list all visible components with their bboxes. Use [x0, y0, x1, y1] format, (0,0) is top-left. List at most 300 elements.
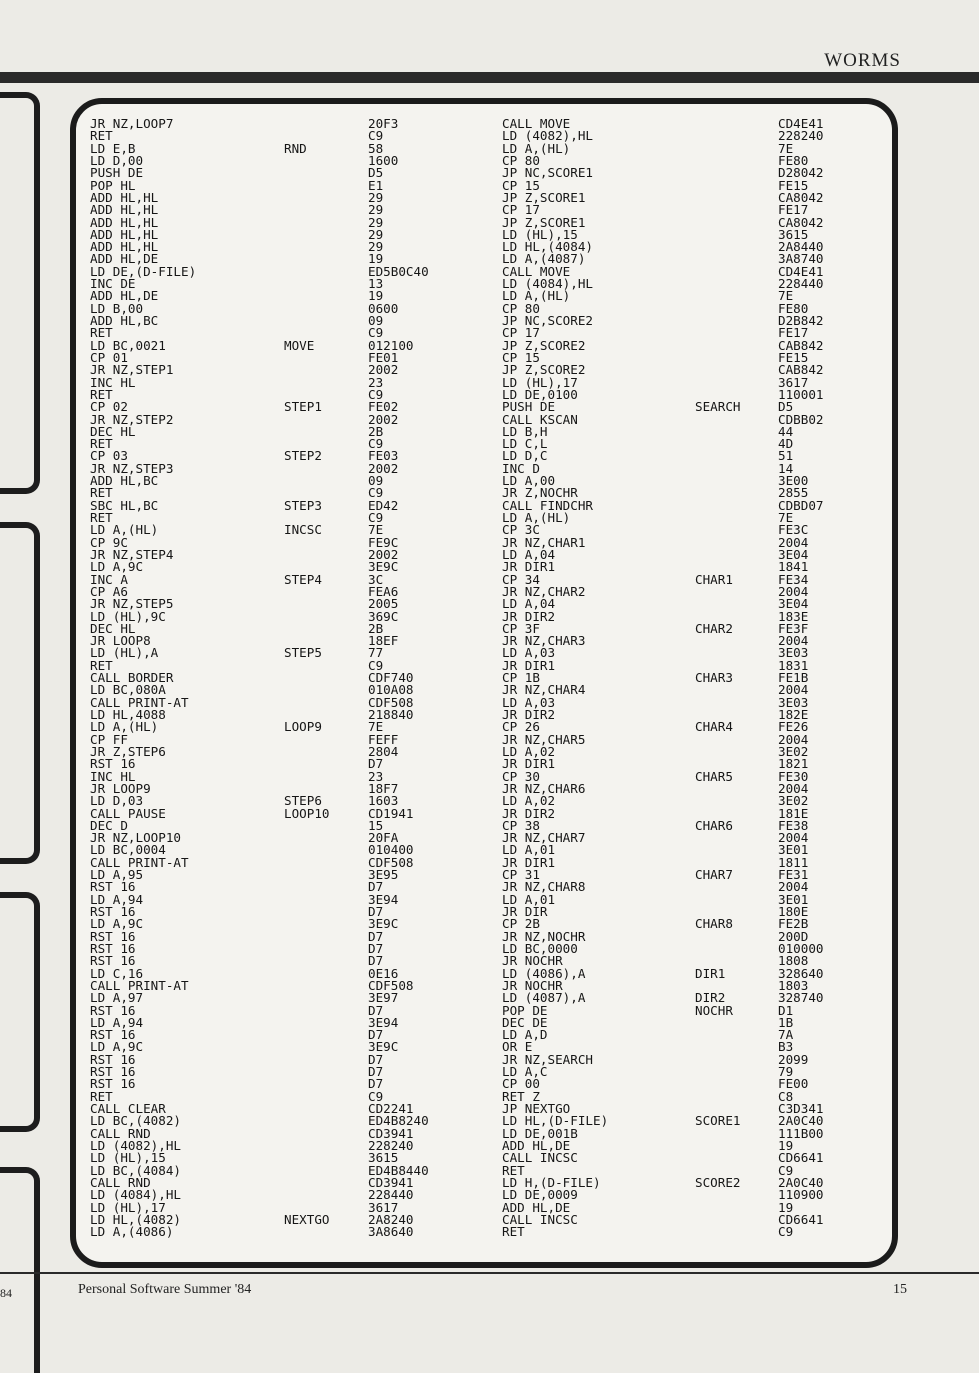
listing-hex: 0E16 [368, 965, 399, 981]
listing-instruction: JR NZ,CHAR6 [502, 780, 586, 796]
listing-hex: CD6641 [778, 1211, 824, 1227]
listing-instruction: JR NZ,LOOP7 [90, 116, 174, 131]
listing-instruction: CP 9C [90, 534, 128, 550]
listing-label [284, 266, 330, 278]
listing-label: STEP6 [284, 793, 322, 809]
listing-hex: C9 [368, 436, 384, 452]
listing-label [284, 1226, 330, 1238]
listing-hex: ED42 [368, 497, 399, 513]
listing-hex: 7E [778, 140, 794, 156]
listing-hex: 7A [778, 1027, 794, 1043]
listing-hex: 2004 [778, 830, 809, 846]
listing-instruction: JP NC,SCORE1 [502, 165, 593, 181]
listing-label [695, 352, 741, 364]
listing-hex: C9 [368, 386, 384, 402]
listing-label [284, 290, 330, 302]
listing-instruction: INC D [502, 460, 540, 476]
listing-instruction: LD HL,(4082) [90, 1211, 181, 1227]
listing-label: SCORE1 [695, 1113, 741, 1129]
listing-instruction: ADD HL,HL [90, 189, 159, 205]
listing-label: CHAR4 [695, 719, 733, 735]
listing-label [284, 426, 330, 438]
listing-instruction: LD (HL),17 [90, 1199, 166, 1215]
listing-hex: 3E04 [778, 546, 809, 562]
listing-instruction: CP 38 [502, 817, 540, 833]
listing-instruction: CALL PRINT-AT [90, 854, 189, 870]
listing-label [695, 217, 741, 229]
listing-hex: 3E04 [778, 596, 809, 612]
listing-label [284, 549, 330, 561]
listing-instruction: LD C,16 [90, 965, 144, 981]
listing-instruction: RET [90, 485, 113, 501]
listing-label [284, 1041, 330, 1053]
listing-label [284, 869, 330, 881]
listing-hex: 110001 [778, 386, 824, 402]
listing-hex: FE01 [368, 349, 399, 365]
listing-instruction: LD C,L [502, 436, 548, 452]
listing-instruction: CALL RND [90, 1174, 151, 1190]
listing-hex: C9 [778, 1162, 794, 1178]
listing-instruction: JP NEXTGO [502, 1101, 571, 1116]
listing-hex: B3 [778, 1039, 794, 1055]
listing-instruction: RST 16 [90, 756, 136, 772]
listing-label [284, 377, 330, 389]
listing-instruction: LD A,01 [502, 891, 556, 907]
listing-label: STEP4 [284, 571, 322, 587]
listing-instruction: JR NZ,CHAR3 [502, 633, 586, 649]
listing-instruction: JR Z,STEP6 [90, 743, 166, 759]
listing-label: RND [284, 140, 307, 156]
listing-instruction: DEC HL [90, 620, 136, 636]
listing-hex: 2004 [778, 780, 809, 796]
listing-hex: FE80 [778, 300, 809, 316]
listing-label [695, 414, 741, 426]
listing-instruction: JR NZ,LOOP10 [90, 830, 181, 846]
listing-instruction: CP 26 [502, 719, 540, 735]
listing-label [284, 906, 330, 918]
listing-instruction: JR NZ,STEP1 [90, 362, 174, 378]
listing-hex: 3E01 [778, 891, 809, 907]
listing-label [695, 438, 741, 450]
listing-hex: FE15 [778, 349, 809, 365]
listing-label [695, 1202, 741, 1214]
listing-instruction: JR NZ,SEARCH [502, 1051, 593, 1067]
listing-instruction: LD A,(4086) [90, 1224, 174, 1240]
listing-instruction: LD A,03 [502, 645, 556, 661]
listing-instruction: JP Z,SCORE2 [502, 362, 586, 378]
listing-instruction: LD A,94 [90, 1014, 144, 1030]
listing-instruction: LD H,(D-FILE) [502, 1174, 601, 1190]
listing-instruction: RET [90, 128, 113, 144]
listing-instruction: LD A,9C [90, 559, 144, 575]
listing-hex: 3E94 [368, 1014, 399, 1030]
listing-label [695, 931, 741, 943]
listing-hex: 1B [778, 1014, 794, 1030]
listing-hex: D7 [368, 928, 384, 944]
listing-instruction: JR NOCHR [502, 977, 563, 993]
right-label-column [695, 118, 741, 1238]
listing-instruction: LD (HL),A [90, 645, 159, 661]
listing-instruction: CP A6 [90, 583, 128, 599]
listing-hex: 182E [778, 707, 809, 722]
listing-hex: FE26 [778, 719, 809, 735]
listing-label [284, 931, 330, 943]
listing-hex: 2A8440 [778, 239, 824, 255]
listing-instruction: LD A,(HL) [90, 522, 159, 538]
listing-instruction: LD B,00 [90, 300, 144, 316]
listing-hex: FE31 [778, 867, 809, 883]
listing-hex: FE3F [778, 620, 809, 636]
listing-label [695, 450, 741, 462]
listing-hex: 010400 [368, 842, 414, 858]
listing-hex: 110900 [778, 1187, 824, 1203]
listing-label [695, 734, 741, 746]
listing-hex: 3E03 [778, 694, 809, 710]
listing-instruction: JR NZ,CHAR1 [502, 534, 586, 550]
listing-hex: CDBD07 [778, 497, 824, 513]
listing-instruction: RST 16 [90, 928, 136, 944]
listing-instruction: JP Z,SCORE1 [502, 214, 586, 230]
listing-label [284, 537, 330, 549]
listing-instruction: RET [90, 1088, 113, 1104]
listing-label [695, 524, 741, 536]
listing-hex: 2004 [778, 583, 809, 599]
listing-label [695, 475, 741, 487]
listing-label [284, 857, 330, 869]
listing-instruction: LD (HL),9C [90, 608, 166, 624]
listing-hex: CD3941 [368, 1174, 414, 1190]
listing-instruction: LD D,03 [90, 793, 144, 809]
listing-hex: 0600 [368, 300, 399, 316]
listing-label [284, 586, 330, 598]
listing-hex: 1600 [368, 152, 399, 168]
listing-instruction: JR DIR2 [502, 608, 556, 624]
listing-label [284, 1103, 330, 1115]
listing-hex: 1821 [778, 756, 809, 772]
listing-hex: 181E [778, 805, 809, 821]
listing-instruction: RST 16 [90, 1002, 136, 1018]
listing-instruction: CP 1B [502, 670, 540, 686]
listing-instruction: LD A,(HL) [90, 719, 159, 735]
listing-instruction: DEC D [90, 817, 128, 833]
listing-hex: 44 [778, 423, 794, 439]
listing-label: LOOP9 [284, 719, 322, 735]
listing-label [284, 992, 330, 1004]
listing-instruction: LD A,D [502, 1027, 548, 1043]
left-hex-column [368, 118, 429, 1238]
listing-instruction: LD DE,0009 [502, 1187, 578, 1203]
listing-instruction: RST 16 [90, 1064, 136, 1080]
listing-instruction: LD E,B [90, 140, 136, 156]
listing-instruction: LD HL,4088 [90, 707, 166, 722]
listing-label [695, 844, 741, 856]
listing-instruction: INC HL [90, 768, 136, 784]
listing-instruction: RET [90, 510, 113, 525]
listing-hex: 228240 [778, 128, 824, 144]
listing-label [284, 1140, 330, 1152]
listing-label [284, 598, 330, 610]
listing-label [284, 1128, 330, 1140]
listing-label [695, 1152, 741, 1164]
listing-label [695, 832, 741, 844]
listing-hex: FE1B [778, 670, 809, 686]
listing-hex: C8 [778, 1088, 794, 1104]
listing-hex: D28042 [778, 165, 824, 181]
listing-hex: D7 [368, 953, 384, 969]
listing-label: CHAR2 [695, 620, 733, 636]
listing-hex: FE38 [778, 817, 809, 833]
listing-label [284, 1152, 330, 1164]
listing-instruction: LD A,01 [502, 842, 556, 858]
listing-hex: 218840 [368, 707, 414, 722]
listing-instruction: LD A,97 [90, 990, 144, 1006]
listing-hex: C9 [368, 1088, 384, 1104]
listing-hex: D7 [368, 1064, 384, 1080]
listing-instruction: RST 16 [90, 953, 136, 969]
listing-instruction: CALL PRINT-AT [90, 977, 189, 993]
listing-label [284, 241, 330, 253]
listing-hex: 328640 [778, 965, 824, 981]
listing-label [284, 881, 330, 893]
listing-label [284, 943, 330, 955]
listing-hex: 1803 [778, 977, 809, 993]
listing-instruction: ADD HL,DE [90, 288, 159, 304]
listing-hex: 1831 [778, 657, 809, 673]
listing-label [284, 463, 330, 475]
listing-label [284, 229, 330, 241]
listing-label: CHAR1 [695, 571, 733, 587]
listing-label [695, 586, 741, 598]
listing-hex: 3615 [368, 1150, 399, 1166]
listing-hex: 29 [368, 239, 384, 255]
listing-hex: 3E95 [368, 867, 399, 883]
listing-instruction: RET [502, 1162, 525, 1178]
listing-label [284, 684, 330, 696]
listing-instruction: LD (4082),HL [90, 1137, 181, 1153]
listing-hex: 3E97 [368, 990, 399, 1006]
listing-label [284, 118, 330, 130]
listing-hex: 14 [778, 460, 794, 476]
listing-label [695, 290, 741, 302]
left-code-column [90, 118, 196, 1238]
listing-label [695, 1054, 741, 1066]
listing-label: LOOP10 [284, 805, 330, 821]
listing-instruction: LD DE,001B [502, 1125, 578, 1141]
listing-hex: D5 [368, 165, 384, 181]
left-label-column [284, 118, 330, 1238]
listing-label [695, 894, 741, 906]
listing-hex: ED4B8240 [368, 1113, 429, 1129]
listing-label [695, 229, 741, 241]
listing-instruction: PUSH DE [502, 399, 556, 415]
listing-instruction: ADD HL,DE [502, 1199, 571, 1215]
listing-label [695, 155, 741, 167]
listing-instruction: JR NZ,CHAR7 [502, 830, 586, 846]
listing-hex: 7E [778, 288, 794, 304]
listing-instruction: CP 00 [502, 1076, 540, 1092]
listing-instruction: LD A,02 [502, 743, 556, 759]
listing-hex: C9 [368, 128, 384, 144]
listing-instruction: CALL KSCAN [502, 411, 578, 427]
listing-instruction: ADD HL,HL [90, 202, 159, 218]
listing-instruction: ADD HL,HL [90, 214, 159, 230]
listing-instruction: LD BC,0000 [502, 940, 578, 956]
listing-instruction: LD A,95 [90, 867, 144, 883]
listing-hex: CA8042 [778, 189, 824, 205]
listing-label [284, 167, 330, 179]
listing-label [284, 844, 330, 856]
listing-hex: 012100 [368, 337, 414, 353]
listing-label [695, 1189, 741, 1201]
listing-instruction: CALL CLEAR [90, 1101, 166, 1116]
listing-instruction: RET [502, 1224, 525, 1240]
listing-instruction: CP 17 [502, 325, 540, 341]
listing-hex: 2002 [368, 546, 399, 562]
listing-label [284, 771, 330, 783]
listing-label [695, 192, 741, 204]
listing-instruction: RST 16 [90, 1051, 136, 1067]
listing-label [284, 1078, 330, 1090]
listing-hex: 2002 [368, 460, 399, 476]
listing-hex: 4D [778, 436, 794, 452]
listing-hex: ED5B0C40 [368, 263, 429, 279]
listing-label [695, 598, 741, 610]
listing-hex: D7 [368, 940, 384, 956]
listing-label [695, 463, 741, 475]
listing-hex: CDF508 [368, 977, 414, 993]
listing-label [284, 253, 330, 265]
listing-instruction: CP 31 [502, 867, 540, 883]
listing-hex: 29 [368, 202, 384, 218]
listing-hex: D7 [368, 1076, 384, 1092]
listing-label: CHAR3 [695, 670, 733, 686]
listing-label [695, 1041, 741, 1053]
listing-hex: 3617 [778, 374, 809, 390]
listing-instruction: CP 15 [502, 349, 540, 365]
listing-instruction: JR LOOP9 [90, 780, 151, 796]
listing-label [284, 1066, 330, 1078]
header-rule [0, 72, 979, 83]
listing-instruction: RST 16 [90, 1027, 136, 1043]
page-header-title: WORMS [824, 50, 901, 71]
listing-hex: 2855 [778, 485, 809, 501]
listing-instruction: RST 16 [90, 1076, 136, 1092]
listing-label: STEP1 [284, 399, 322, 415]
listing-instruction: LD A,04 [502, 596, 556, 612]
listing-hex: 3A8740 [778, 251, 824, 267]
listing-instruction: PUSH DE [90, 165, 144, 181]
listing-hex: 3E9C [368, 916, 399, 932]
listing-label [284, 1189, 330, 1201]
listing-instruction: RET [90, 657, 113, 673]
listing-hex: CD3941 [368, 1125, 414, 1141]
listing-instruction: LD A,9C [90, 1039, 144, 1055]
listing-instruction: CP 3F [502, 620, 540, 636]
listing-hex: 3E03 [778, 645, 809, 661]
listing-label [284, 303, 330, 315]
listing-instruction: JP Z,SCORE1 [502, 189, 586, 205]
listing-label: SEARCH [695, 399, 741, 415]
listing-hex: 20FA [368, 830, 399, 846]
listing-hex: D5 [778, 399, 794, 415]
listing-hex: 2004 [778, 879, 809, 895]
listing-label [695, 647, 741, 659]
listing-instruction: JP Z,SCORE2 [502, 337, 586, 353]
listing-instruction: LD (4086),A [502, 965, 586, 981]
left-edge-frame [0, 1167, 40, 1373]
listing-hex: D7 [368, 1051, 384, 1067]
listing-hex: 3617 [368, 1199, 399, 1215]
listing-hex: D7 [368, 1027, 384, 1043]
listing-instruction: CALL PRINT-AT [90, 694, 189, 710]
listing-instruction: CALL MOVE [502, 116, 571, 131]
listing-hex: CDF508 [368, 854, 414, 870]
listing-hex: 010A08 [368, 682, 414, 698]
listing-instruction: POP HL [90, 177, 136, 193]
listing-hex: 58 [368, 140, 384, 156]
listing-label [695, 1091, 741, 1103]
listing-label: DIR1 [695, 965, 726, 981]
listing-hex: FE17 [778, 325, 809, 341]
listing-label [695, 327, 741, 339]
listing-instruction: LD D,C [502, 448, 548, 464]
listing-label [284, 746, 330, 758]
listing-instruction: LD DE,(D-FILE) [90, 263, 197, 279]
listing-label [695, 340, 741, 352]
listing-instruction: CP FF [90, 731, 128, 747]
listing-label [284, 1177, 330, 1189]
listing-hex: 369C [368, 608, 399, 624]
listing-instruction: INC DE [90, 276, 136, 292]
listing-hex: 2004 [778, 731, 809, 747]
listing-label [284, 217, 330, 229]
listing-label [695, 1128, 741, 1140]
listing-hex: FE03 [368, 448, 399, 464]
listing-hex: 228240 [368, 1137, 414, 1153]
listing-hex: 2A0C40 [778, 1174, 824, 1190]
listing-label [695, 426, 741, 438]
listing-instruction: LD A,00 [502, 473, 556, 489]
listing-hex: D7 [368, 756, 384, 772]
listing-hex: 09 [368, 313, 384, 328]
listing-hex: 18F7 [368, 780, 399, 796]
listing-label [695, 143, 741, 155]
listing-hex: CAB842 [778, 337, 824, 353]
listing-instruction: CP 3C [502, 522, 540, 538]
listing-hex: 2004 [778, 534, 809, 550]
listing-instruction: JR DIR1 [502, 657, 556, 673]
listing-instruction: LD (HL),15 [90, 1150, 166, 1166]
footer-publication: Personal Software Summer '84 [78, 1282, 252, 1297]
listing-hex: 29 [368, 189, 384, 205]
listing-hex: 3E94 [368, 891, 399, 907]
listing-instruction: LD A,04 [502, 546, 556, 562]
listing-label [284, 475, 330, 487]
listing-instruction: CALL BORDER [90, 670, 174, 686]
listing-label [695, 364, 741, 376]
listing-label [284, 1005, 330, 1017]
listing-hex: 183E [778, 608, 809, 624]
listing-label: NEXTGO [284, 1211, 330, 1227]
listing-label: SCORE2 [695, 1174, 741, 1190]
listing-label [695, 377, 741, 389]
listing-instruction: LD B,H [502, 423, 548, 439]
listing-hex: FEFF [368, 731, 399, 747]
listing-hex: CDBB02 [778, 411, 824, 427]
listing-hex: 19 [778, 1199, 794, 1215]
listing-instruction: DEC HL [90, 423, 136, 439]
listing-instruction: JR LOOP8 [90, 633, 151, 649]
